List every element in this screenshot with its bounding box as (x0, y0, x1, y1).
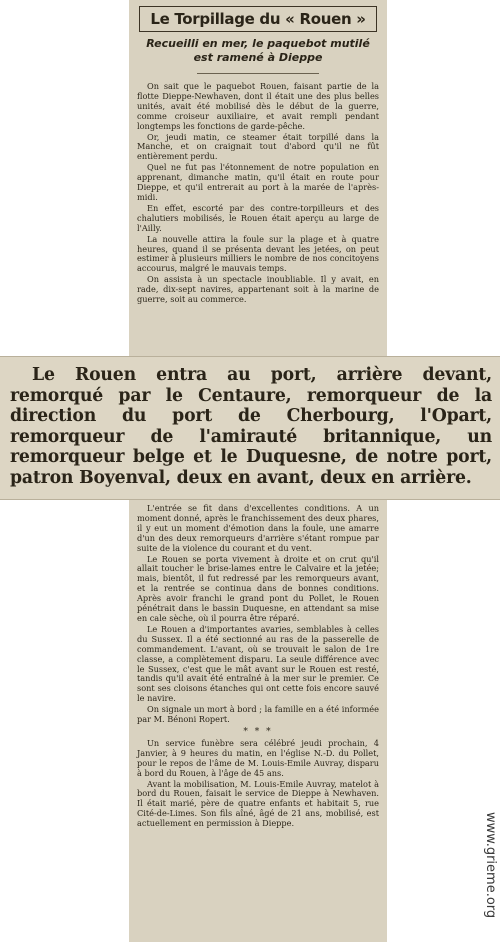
paragraph: On sait que le paquebot Rouen, faisant partie de la flotte Dieppe-Newhaven, dont il était une des plus belles unités, avait été mobilisé dès le début de la guerre, comme croiseur auxiliaire, et avait rempli pendant longtemps les fonctions de garde-pêche. (137, 81, 379, 131)
article-subhead: Recueilli en mer, le paquebot mutilé est ramené à Dieppe (146, 37, 370, 64)
paragraph: Le Rouen se porta vivement à droite et on crut qu'il allait toucher le brise-lames entre le Calvaire et la jetée; mais, bientôt, il fut redressé par les remorqueurs avant, et la rentrée se continua dans de bonnes conditions. Après avoir franchi le grand pont du Pollet, le Rouen pénétrait dans le bassin Duquesne, en attendant sa mise en cale sèche, où il pourra être réparé. (137, 553, 379, 623)
paragraph: Avant la mobilisation, M. Louis-Emile Auvray, matelot à bord du Rouen, faisait le service de Dieppe à Newhaven. Il était marié, père de quatre enfants et habitait 5, rue Cité-de-Limes. Son fils aîné, âgé de 21 ans, mobilisé, est actuellement en permission à Dieppe. (137, 778, 379, 829)
article-headline: Le Torpillage du « Rouen » (139, 6, 377, 32)
paragraph: La nouvelle attira la foule sur la plage et à quatre heures, quand il se présenta devant les jetées, on peut estimer à plusieurs milliers le nombre de nos concitoyens accourus, malgré le mauvais temps. (137, 233, 379, 274)
paragraph: Quel ne fut pas l'étonnement de notre population en apprenant, dimanche matin, qu'il était en route pour Dieppe, et qu'il entrerait au port à la marée de l'après-midi. (137, 162, 379, 202)
paragraph: Or, jeudi matin, ce steamer était torpillé dans la Manche, et on craignait tout d'abord qu'il ne fût entièrement perdu. (137, 131, 379, 162)
divider (197, 73, 319, 74)
watermark-text: www.grieme.org (483, 812, 498, 919)
paragraph: Un service funèbre sera célébré jeudi prochain, 4 Janvier, à 9 heures du matin, en l'église N.-D. du Pollet, pour le repos de l'âme de M. Louis-Emile Auvray, disparu à bord du Rouen, à l'âge de 45 ans. (137, 737, 379, 778)
paragraph: On signale un mort à bord ; la famille en a été informée par M. Bénoni Ropert. (137, 704, 379, 725)
article-column-top (129, 0, 387, 356)
paragraph: On assista à un spectacle inoubliable. Il y avait, en rade, dix-sept navires, appartenant soit à la marine de guerre, soit au commerce. (137, 274, 379, 305)
article-column-bottom (129, 500, 387, 942)
zoomed-paragraph: Le Rouen entra au port, arrière devant, remorqué par le Centaure, remorqueur de la direction du port de Cherbourg, l'Opart, remorqueur de l'amirauté britannique, un remorqueur belge et le Duquesne, de notre port, patron Boyenval, deux en avant, deux en arrière. (10, 365, 492, 488)
paragraph: Le Rouen a d'importantes avaries, semblables à celles du Sussex. Il a été sectionné au ras de la passerelle de commandement. L'avant, où se trouvait le salon de 1re classe, a complètement disparu. La seule différence avec le Sussex, c'est que le mât avant sur le Rouen est resté, tandis qu'il avait été entraîné à la mer sur le premier. Ce sont ses cloisons étanches qui ont cette fois encore sauvé le navire. (137, 623, 379, 704)
zoomed-excerpt (0, 356, 500, 500)
paragraph: En effet, escorté par des contre-torpilleurs et des chalutiers mobilisés, le Rouen était aperçu au large de l'Ailly. (137, 202, 379, 233)
section-separator: * * * (243, 726, 273, 737)
paragraph: L'entrée se fit dans d'excellentes conditions. A un moment donné, après le franchissement des deux phares, il y eut un moment d'émotion dans la foule, une amarre d'un des deux remorqueurs d'arrière s'étant rompue par suite de la violence du courant et du vent. (137, 503, 379, 553)
